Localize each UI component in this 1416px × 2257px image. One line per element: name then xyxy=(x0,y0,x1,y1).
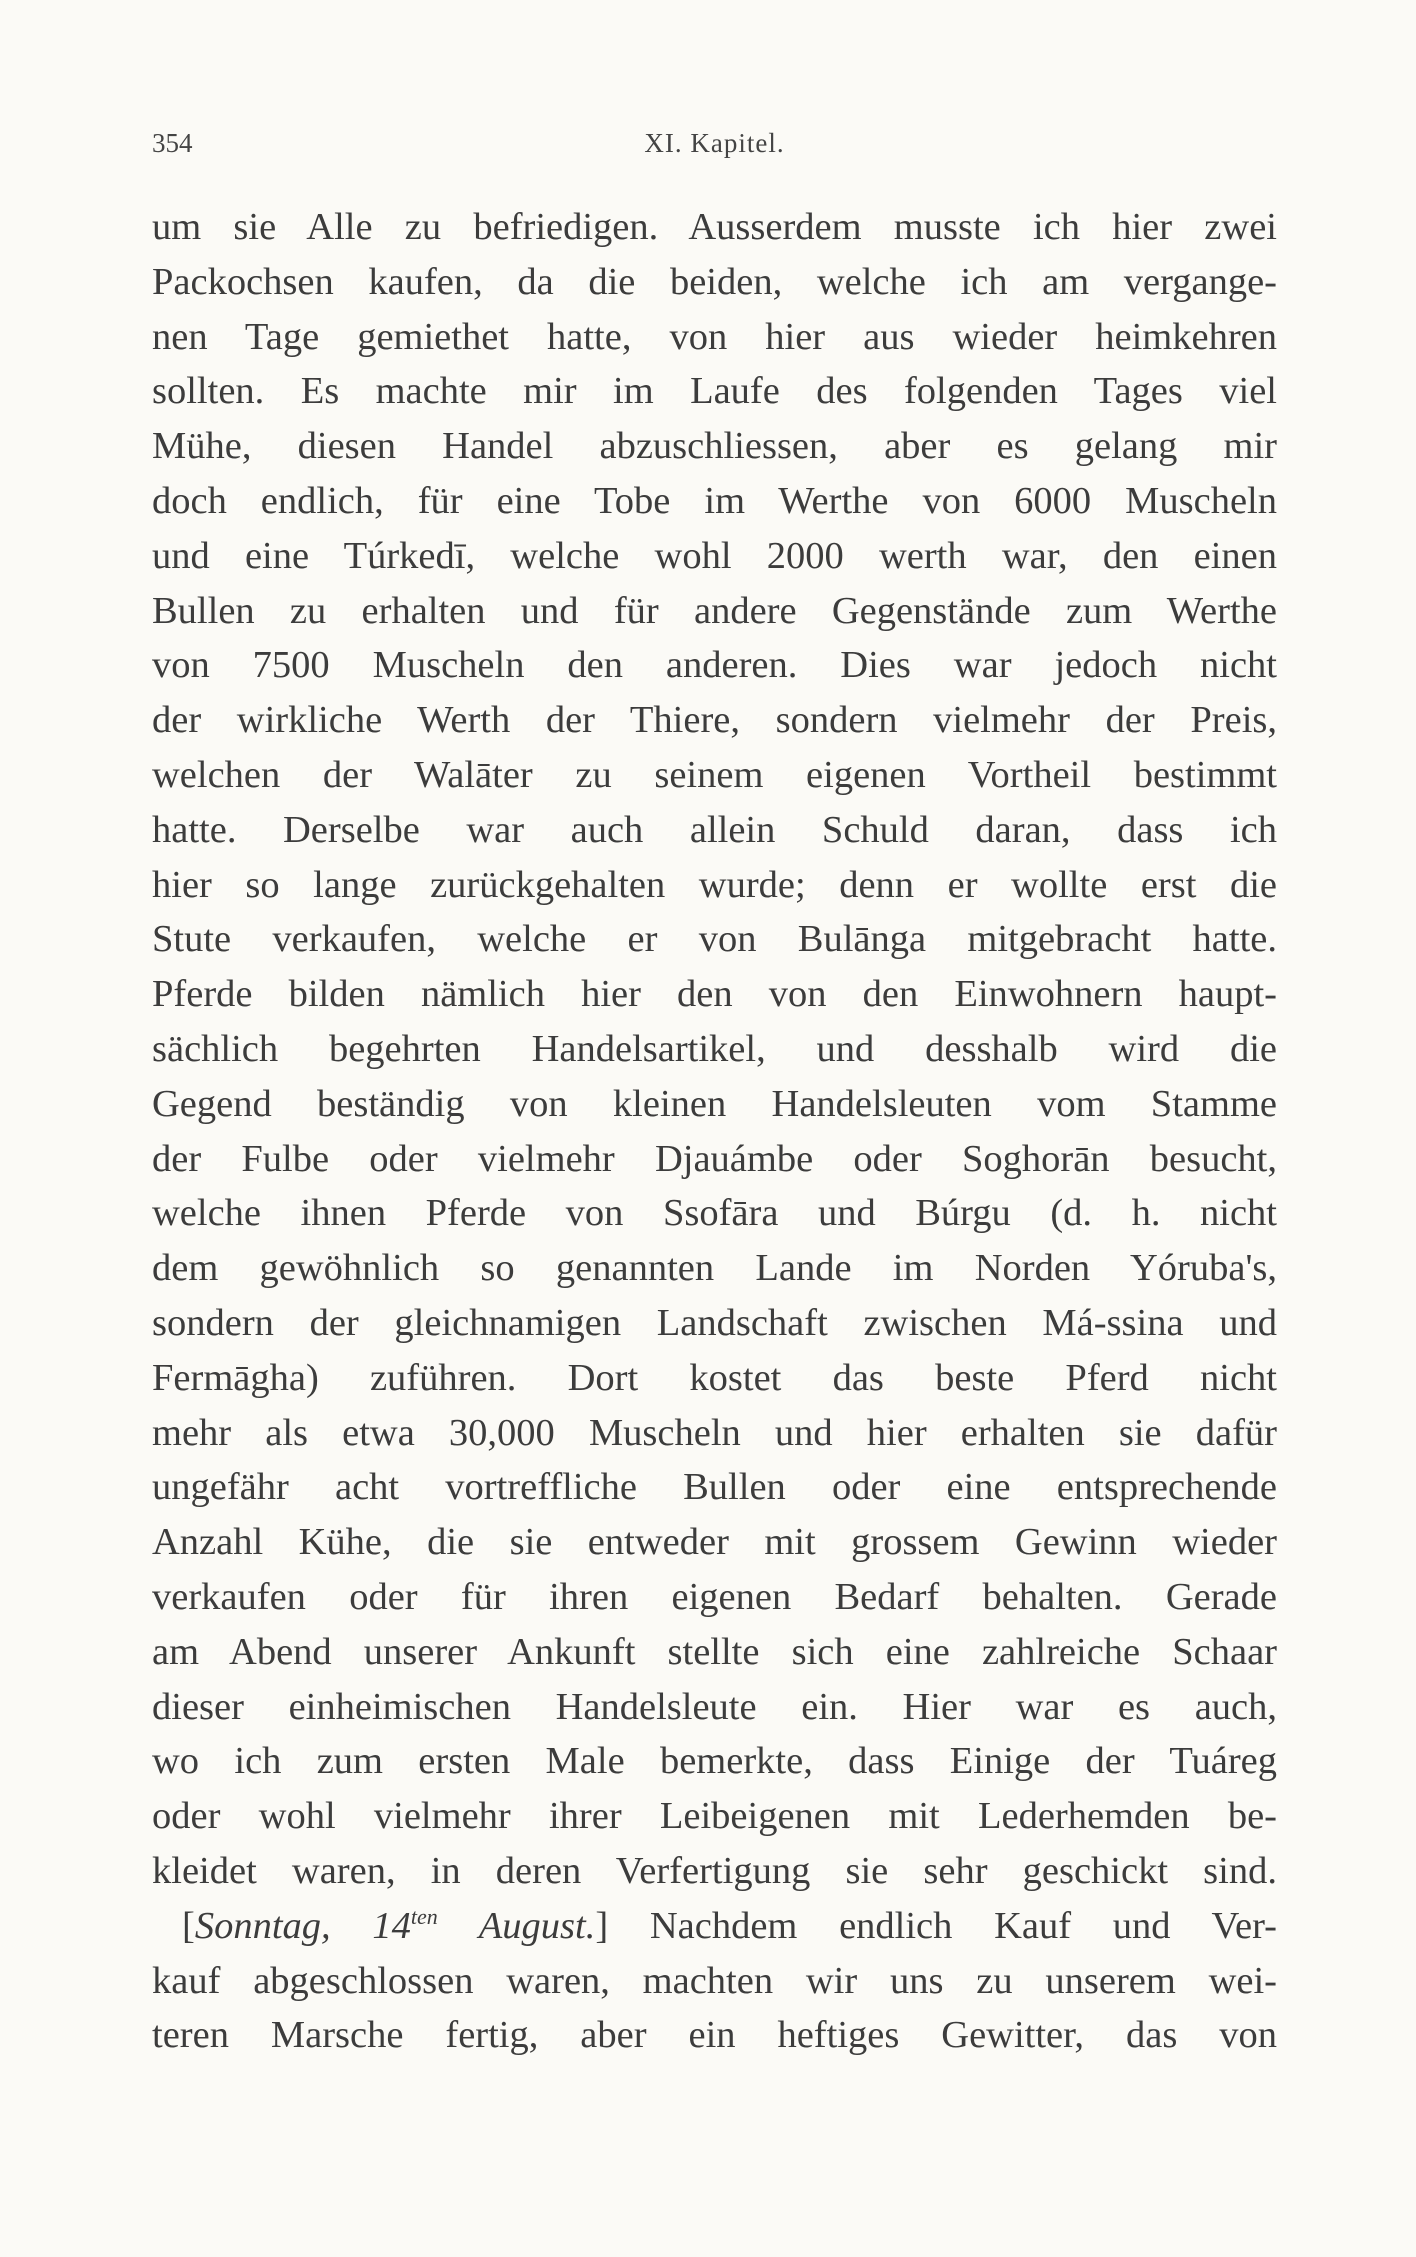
text-line: der Fulbe oder vielmehr Djauámbe oder Soghorān besucht, xyxy=(152,1137,1277,1180)
page-number: 354 xyxy=(152,128,193,158)
text-line: Stute verkaufen, welche er von Bulānga mitgebracht hatte. xyxy=(152,918,1277,961)
text-line: wo ich zum ersten Male bemerkte, dass Einige der Tuáreg xyxy=(152,1740,1277,1783)
text-line: sächlich begehrten Handelsartikel, und desshalb wird die xyxy=(152,1027,1277,1070)
text-line: welchen der Walāter zu seinem eigenen Vortheil bestimmt xyxy=(152,753,1277,796)
text-line: dem gewöhnlich so genannten Lande im Norden Yóruba's, xyxy=(152,1247,1277,1290)
text-line: doch endlich, für eine Tobe im Werthe von 6000 Muscheln xyxy=(152,479,1277,522)
body-text xyxy=(152,200,1277,2063)
text-line: und eine Túrkedī, welche wohl 2000 werth war, den einen xyxy=(152,534,1277,577)
text-line: von 7500 Muscheln den anderen. Dies war jedoch nicht xyxy=(152,644,1277,687)
text-line: mehr als etwa 30,000 Muscheln und hier erhalten sie dafür xyxy=(152,1411,1277,1454)
text-line: am Abend unserer Ankunft stellte sich eine zahlreiche Schaar xyxy=(152,1630,1277,1673)
date-superscript: ten xyxy=(410,1903,438,1929)
text-line: Anzahl Kühe, die sie entweder mit grossem Gewinn wieder xyxy=(152,1521,1277,1564)
text-line: Bullen zu erhalten und für andere Gegenstände zum Werthe xyxy=(152,589,1277,632)
text-line: Packochsen kaufen, da die beiden, welche ich am vergange- xyxy=(152,260,1277,303)
page-header xyxy=(152,128,1277,168)
text-line: verkaufen oder für ihren eigenen Bedarf behalten. Gerade xyxy=(152,1575,1277,1618)
text-line: oder wohl vielmehr ihrer Leibeigenen mit Lederhemden be- xyxy=(152,1795,1277,1838)
text-line: um sie Alle zu befriedigen. Ausserdem musste ich hier zwei xyxy=(152,206,1277,248)
text-line: kleidet waren, in deren Verfertigung sie sehr geschickt sind. xyxy=(152,1849,1277,1892)
text-line: sondern der gleichnamigen Landschaft zwischen Má-ssina und xyxy=(152,1301,1277,1344)
text-line: Gegend beständig von kleinen Handelsleuten vom Stamme xyxy=(152,1082,1277,1125)
text-line: der wirkliche Werth der Thiere, sondern vielmehr der Preis, xyxy=(152,699,1277,742)
date-close-bracket: ] xyxy=(595,1904,609,1947)
date-continuation: Nachdem endlich Kauf und Ver- xyxy=(608,1904,1277,1947)
text-line: kauf abgeschlossen waren, machten wir uns zu unserem wei- xyxy=(152,1959,1277,2002)
text-line: Pferde bilden nämlich hier den von den Einwohnern haupt- xyxy=(152,973,1277,1016)
date-month: August. xyxy=(437,1904,596,1947)
text-line: hier so lange zurückgehalten wurde; denn er wollte erst die xyxy=(152,863,1277,906)
text-line: Fermāgha) zuführen. Dort kostet das beste Pferd nicht xyxy=(152,1356,1277,1399)
running-head: XI. Kapitel. xyxy=(644,128,785,158)
date-entry-line xyxy=(152,1899,1277,1954)
text-line: Mühe, diesen Handel abzuschliessen, aber es gelang mir xyxy=(152,425,1277,468)
text-line: teren Marsche fertig, aber ein heftiges Gewitter, das von xyxy=(152,2014,1277,2057)
date-open-bracket: [ xyxy=(182,1904,195,1947)
text-line: hatte. Derselbe war auch allein Schuld daran, dass ich xyxy=(152,808,1277,851)
text-line: dieser einheimischen Handelsleute ein. Hier war es auch, xyxy=(152,1685,1277,1728)
text-line: welche ihnen Pferde von Ssofāra und Búrgu (d. h. nicht xyxy=(152,1192,1277,1235)
text-line: sollten. Es machte mir im Laufe des folgenden Tages viel xyxy=(152,370,1277,413)
text-line: nen Tage gemiethet hatte, von hier aus wieder heimkehren xyxy=(152,315,1277,358)
date-day: Sonntag, 14 xyxy=(194,1904,411,1947)
text-line: ungefähr acht vortreffliche Bullen oder eine entsprechende xyxy=(152,1466,1277,1509)
